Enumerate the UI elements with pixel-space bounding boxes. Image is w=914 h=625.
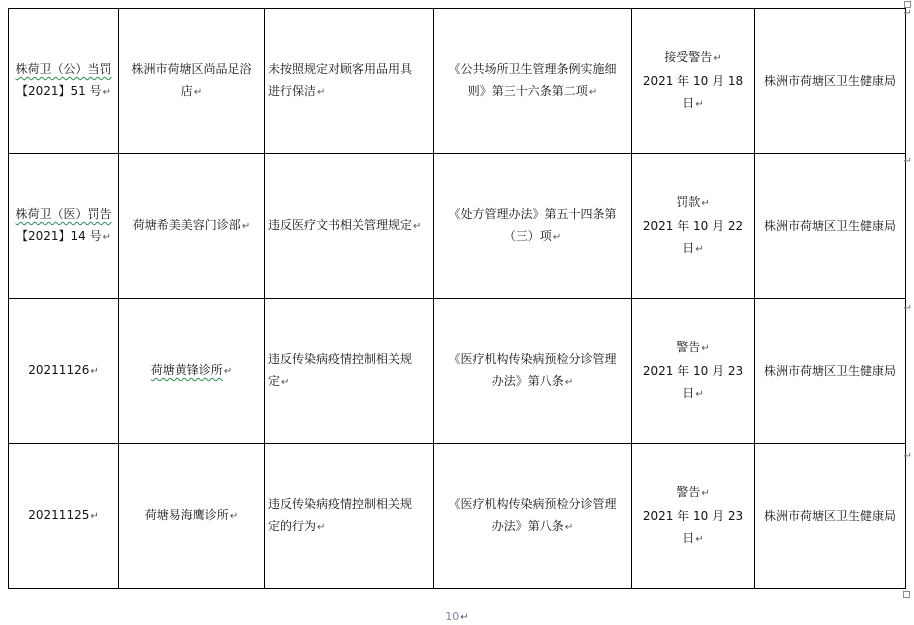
violation-text: 定的行为 bbox=[268, 519, 317, 533]
document-number-cell bbox=[9, 299, 119, 444]
paragraph-mark-icon: ↵ bbox=[317, 522, 326, 533]
paragraph-mark-icon: ↵ bbox=[701, 488, 710, 499]
paragraph-mark-icon: ↵ bbox=[90, 366, 99, 377]
legal-basis-cell bbox=[434, 444, 632, 589]
table-row bbox=[9, 154, 906, 299]
entity-name-text: 荷塘易海鹰诊所 bbox=[144, 508, 229, 522]
row-end-mark-icon: ↵ bbox=[903, 156, 912, 167]
penalty-cell bbox=[632, 9, 755, 154]
violation-cell bbox=[265, 9, 434, 154]
paragraph-mark-icon: ↵ bbox=[317, 87, 326, 98]
paragraph-mark-icon: ↵ bbox=[701, 343, 710, 354]
legal-basis-text: 《公共场所卫生管理条例实施细 bbox=[448, 62, 617, 76]
penalty-table bbox=[8, 8, 906, 589]
penalty-date-text: 2021 年 10 月 22 日 bbox=[642, 219, 744, 255]
row-end-mark-icon: ↵ bbox=[903, 8, 912, 19]
document-number-cell bbox=[9, 9, 119, 154]
authority-cell bbox=[755, 299, 906, 444]
paragraph-mark-icon: ↵ bbox=[564, 522, 574, 533]
entity-name-text: 株洲市荷塘区尚品足浴 bbox=[131, 62, 252, 76]
paragraph-mark-icon: ↵ bbox=[281, 377, 290, 388]
violation-text: 进行保洁 bbox=[268, 84, 317, 98]
document-number-text: 【2021】51 号 bbox=[15, 84, 102, 98]
paragraph-mark-icon: ↵ bbox=[695, 244, 704, 255]
penalty-type-text: 警告 bbox=[676, 485, 701, 499]
penalty-cell bbox=[632, 154, 755, 299]
page-number-text: 10 bbox=[445, 610, 460, 623]
document-number-cell bbox=[9, 154, 119, 299]
violation-text: 违反传染病疫情控制相关规 bbox=[268, 497, 413, 511]
violation-text: 定 bbox=[268, 374, 281, 388]
table-resize-handle-icon[interactable] bbox=[903, 591, 910, 598]
penalty-cell bbox=[632, 299, 755, 444]
paragraph-mark-icon: ↵ bbox=[695, 534, 704, 545]
legal-basis-text: （三）项 bbox=[503, 229, 552, 243]
row-end-mark-icon: ↵ bbox=[903, 303, 912, 314]
violation-cell bbox=[265, 444, 434, 589]
legal-basis-text: 则》第三十六条第二项 bbox=[467, 84, 588, 98]
authority-cell bbox=[755, 444, 906, 589]
legal-basis-cell bbox=[434, 9, 632, 154]
paragraph-mark-icon: ↵ bbox=[193, 87, 203, 98]
paragraph-mark-icon: ↵ bbox=[695, 99, 704, 110]
document-number-text: 株荷卫（医）罚告 bbox=[15, 207, 112, 221]
document-number-text: 株荷卫（公）当罚 bbox=[15, 62, 112, 76]
paragraph-mark-icon: ↵ bbox=[229, 511, 239, 522]
authority-text: 株洲市荷塘区卫生健康局 bbox=[763, 74, 896, 88]
authority-cell bbox=[755, 154, 906, 299]
authority-text: 株洲市荷塘区卫生健康局 bbox=[763, 509, 896, 523]
row-end-mark-icon: ↵ bbox=[903, 451, 912, 462]
violation-text: 未按照规定对顾客用品用具 bbox=[268, 62, 413, 76]
penalty-type-text: 警告 bbox=[676, 340, 701, 354]
legal-basis-cell bbox=[434, 154, 632, 299]
paragraph-mark-icon: ↵ bbox=[241, 221, 251, 232]
paragraph-mark-icon: ↵ bbox=[552, 232, 562, 243]
legal-basis-text: 《医疗机构传染病预检分诊管理 bbox=[448, 497, 617, 511]
entity-name-cell bbox=[119, 444, 265, 589]
document-number-text: 20211125 bbox=[28, 508, 90, 522]
table-move-handle-icon[interactable] bbox=[904, 1, 911, 8]
legal-basis-text: 《处方管理办法》第五十四条第 bbox=[448, 207, 617, 221]
document-number-cell bbox=[9, 444, 119, 589]
penalty-date-text: 2021 年 10 月 23 日 bbox=[642, 509, 744, 545]
paragraph-mark-icon: ↵ bbox=[413, 221, 422, 232]
paragraph-mark-icon: ↵ bbox=[460, 612, 469, 623]
paragraph-mark-icon: ↵ bbox=[695, 389, 704, 400]
entity-name-cell bbox=[119, 154, 265, 299]
penalty-date-text: 2021 年 10 月 18 日 bbox=[642, 74, 744, 110]
penalty-type-text: 罚款 bbox=[676, 195, 701, 209]
legal-basis-cell bbox=[434, 299, 632, 444]
violation-cell bbox=[265, 154, 434, 299]
paragraph-mark-icon: ↵ bbox=[102, 232, 111, 243]
violation-text: 违反医疗文书相关管理规定 bbox=[268, 218, 413, 232]
legal-basis-text: 办法》第八条 bbox=[491, 374, 564, 388]
paragraph-mark-icon: ↵ bbox=[588, 87, 598, 98]
paragraph-mark-icon: ↵ bbox=[713, 53, 722, 64]
entity-name-cell bbox=[119, 299, 265, 444]
authority-text: 株洲市荷塘区卫生健康局 bbox=[763, 219, 896, 233]
table-row bbox=[9, 299, 906, 444]
document-number-text: 【2021】14 号 bbox=[15, 229, 102, 243]
paragraph-mark-icon: ↵ bbox=[564, 377, 574, 388]
entity-name-text: 荷塘希美美容门诊部 bbox=[132, 218, 241, 232]
paragraph-mark-icon: ↵ bbox=[701, 198, 710, 209]
penalty-cell bbox=[632, 444, 755, 589]
entity-name-cell bbox=[119, 9, 265, 154]
legal-basis-text: 《医疗机构传染病预检分诊管理 bbox=[448, 352, 617, 366]
document-number-text: 20211126 bbox=[28, 363, 90, 377]
entity-name-text: 荷塘黄锋诊所 bbox=[150, 363, 223, 377]
entity-name-text: 店 bbox=[180, 84, 193, 98]
authority-text: 株洲市荷塘区卫生健康局 bbox=[763, 364, 896, 378]
violation-text: 违反传染病疫情控制相关规 bbox=[268, 352, 413, 366]
page-number bbox=[0, 610, 914, 623]
legal-basis-text: 办法》第八条 bbox=[491, 519, 564, 533]
paragraph-mark-icon: ↵ bbox=[102, 87, 111, 98]
penalty-type-text: 接受警告 bbox=[664, 50, 713, 64]
table-row bbox=[9, 444, 906, 589]
penalty-date-text: 2021 年 10 月 23 日 bbox=[642, 364, 744, 400]
paragraph-mark-icon: ↵ bbox=[90, 511, 99, 522]
paragraph-mark-icon: ↵ bbox=[223, 366, 233, 377]
table-row bbox=[9, 9, 906, 154]
authority-cell bbox=[755, 9, 906, 154]
violation-cell bbox=[265, 299, 434, 444]
